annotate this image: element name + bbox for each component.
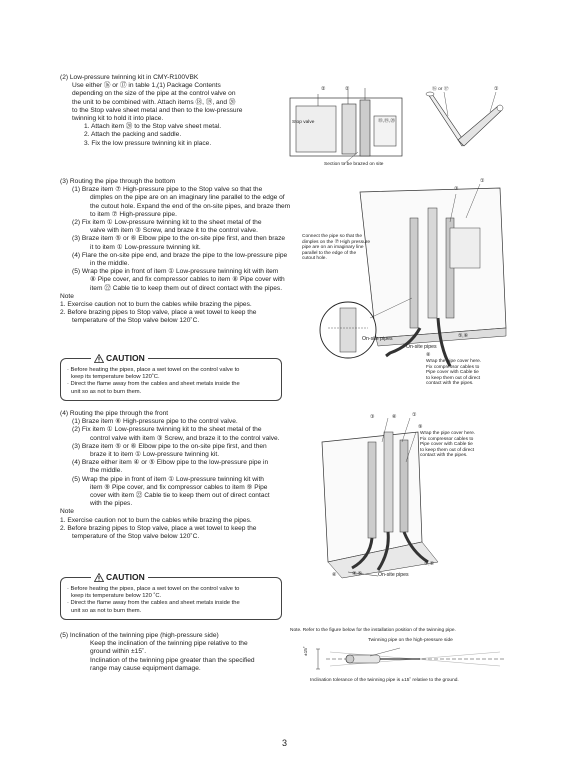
s3-caution-header bbox=[91, 353, 148, 363]
s2-label-section: Section to be brazed on site bbox=[324, 162, 384, 167]
s3-line: (4) Flare the on-site pipe end, and braze the pipe to the low-pressure pipe bbox=[72, 251, 288, 259]
s3-line: (2) Fix item ① Low-pressure twinning kit to the sheet metal of the bbox=[72, 219, 262, 227]
s4-caution-line: keep its temperature below 120 ˚C. bbox=[71, 593, 162, 600]
s3-wrap-line: to keep them out of direct bbox=[426, 375, 481, 381]
s4-marker-5: ⑤,⑥ bbox=[424, 562, 434, 567]
s4-line: control valve with item ③ Screw, and braze it to the control valve. bbox=[90, 434, 280, 442]
front-routing-drawing bbox=[318, 412, 514, 584]
s4-label-wrap bbox=[420, 431, 475, 459]
s2-line: twinning kit to hold it into place. bbox=[72, 115, 164, 123]
s2-marker-5: ① bbox=[494, 86, 499, 92]
s4-note: 1. Exercise caution not to burn the cables while brazing the pipes. bbox=[60, 516, 252, 524]
section-2-text bbox=[60, 74, 242, 148]
page-number: 3 bbox=[281, 738, 287, 748]
s3-caution-line: · Before heating the pipes, place a wet towel on the control valve to bbox=[67, 367, 240, 373]
s3-wrap-line: contact with the pipes. bbox=[426, 381, 474, 387]
s2-marker-3: ⑱,⑲,⑳ bbox=[378, 119, 396, 124]
s4-marker-4: ⑨ bbox=[418, 424, 423, 430]
s4-line: item ⑨ Pipe cover, and fix compressor cables to item ⑨ Pipe bbox=[90, 483, 268, 491]
s3-caution-line: · Direct the flame away from the cables and sheet metals inside the bbox=[67, 381, 240, 388]
section-4-text bbox=[60, 410, 280, 541]
section-3-text bbox=[60, 178, 290, 326]
s2-step: 2. Attach the packing and saddle. bbox=[84, 131, 182, 139]
s4-caution-line: unit so as not to burn them. bbox=[71, 607, 142, 614]
s3-wrap-line: Fix compressor cables to bbox=[426, 364, 480, 370]
s3-connect-line: dimples on the ⑦ High pressure bbox=[302, 239, 371, 245]
s5-line: ground within ±15˚. bbox=[90, 648, 147, 656]
s5-fig-angle: ±15˚ bbox=[304, 646, 309, 656]
s3-figure-bottom-routing bbox=[300, 178, 512, 398]
warning-triangle-icon bbox=[94, 354, 104, 363]
s3-caution-line: keep its temperature below 120˚C. bbox=[71, 374, 160, 381]
s2-marker-1: ② bbox=[321, 86, 326, 92]
s5-fig-caption: Inclination tolerance of the twinning pipe is ±15˚ relative to the ground. bbox=[310, 678, 459, 683]
s2-marker-4: ⑯ or ⑰ bbox=[432, 87, 449, 92]
s4-line: (3) Braze item ⑤ or ⑥ Elbow pipe to the on-site pipe first, and then bbox=[72, 442, 267, 450]
s2-label-stop-valve: Stop valve bbox=[292, 120, 315, 125]
s3-label-onsite-1: On-site pipes bbox=[362, 336, 393, 342]
s3-note-title: Note bbox=[60, 292, 74, 300]
twinning-kit-drawing bbox=[418, 86, 510, 158]
s5-fig-pipe-label: Twinning pipe on the high-pressure side bbox=[368, 638, 453, 643]
s4-wrap-line: Wrap the pipe cover here. bbox=[420, 431, 476, 436]
s5-fig-note: Note. Refer to the figure below for the installation position of the twinning pipe. bbox=[290, 628, 456, 633]
s4-heading: (4) Routing the pipe through the front bbox=[60, 410, 169, 417]
s4-caution-title: CAUTION bbox=[106, 572, 145, 582]
s3-connect-line: pipe are on an imaginary line bbox=[302, 245, 364, 251]
s4-line: (1) Braze item ⑥ High-pressure pipe to the control valve. bbox=[72, 418, 238, 426]
s3-connect-line: cutout hole. bbox=[302, 256, 327, 262]
s3-line: valve with item ③ Screw, and braze it to the control valve. bbox=[90, 227, 258, 235]
s3-heading: (3) Routing the pipe through the bottom bbox=[60, 178, 176, 185]
s4-note: temperature of the Stop valve below 120˚C. bbox=[72, 533, 200, 541]
s2-marker-2: ② bbox=[345, 86, 350, 92]
s4-line: (2) Fix item ① Low-pressure twinning kit to the sheet metal of the bbox=[72, 426, 262, 434]
s2-line: the unit to be combined with. Attach items ⑱, ⑲, and ⑳ bbox=[72, 98, 236, 106]
s3-line: (5) Wrap the pipe in front of item ① Low-pressure twinning kit with item bbox=[72, 268, 279, 276]
s3-caution-title: CAUTION bbox=[106, 353, 145, 363]
s4-line: (4) Braze either item ④ or ⑤ Elbow pipe to the low-pressure pipe in bbox=[72, 459, 269, 467]
s4-figure-front-routing bbox=[318, 412, 514, 584]
s4-wrap-line: Pipe cover with Cable tie bbox=[420, 442, 473, 448]
s3-line: to item ⑦ High-pressure pipe. bbox=[90, 210, 177, 218]
s3-line: in the middle. bbox=[90, 260, 130, 268]
s3-connect-line: parallel to the edge of the bbox=[302, 250, 357, 256]
s3-label-onsite-2: On-site pipes bbox=[406, 344, 437, 350]
s5-figure-inclination bbox=[290, 628, 522, 688]
s4-line: braze it to item ① Low-pressure twinning kit. bbox=[90, 451, 220, 459]
s2-line: depending on the size of the pipe at the control valve on bbox=[72, 90, 236, 98]
s4-caution-line: · Before heating the pipes, place a wet towel on the control valve to bbox=[67, 586, 240, 592]
s4-line: (5) Wrap the pipe in front of item ① Low-pressure twinning kit with bbox=[72, 475, 264, 483]
s4-note-title: Note bbox=[60, 508, 74, 516]
s2-figure-stop-valve bbox=[288, 86, 406, 166]
s3-label-wrap bbox=[426, 359, 481, 387]
s3-line: (3) Braze item ⑤ or ⑥ Elbow pipe to the on-site pipe first, and then braze bbox=[72, 235, 286, 243]
s5-line: range may cause equipment damage. bbox=[90, 664, 201, 672]
s3-connect-line: Connect the pipe so that the bbox=[302, 234, 363, 239]
s4-marker-1: ③ bbox=[370, 414, 375, 420]
s3-note: temperature of the Stop valve below 120˚C. bbox=[72, 317, 200, 325]
s2-line: to the Stop valve sheet metal and then to the low-pressure bbox=[72, 106, 243, 114]
s5-heading: (5) Inclination of the twinning pipe (high-pressure side) bbox=[60, 632, 219, 639]
s3-wrap-line: Pipe cover with Cable tie bbox=[426, 370, 479, 376]
s3-line: the cutout hole. Expand the end of the on-site pipes, and braze them bbox=[90, 202, 291, 210]
s3-line: (1) Braze item ⑦ High-pressure pipe to the Stop valve so that the bbox=[72, 186, 263, 194]
s3-caution-line: unit so as not to burn them. bbox=[71, 388, 142, 395]
s4-caution-line: · Direct the flame away from the cables and sheet metals inside the bbox=[67, 600, 240, 607]
s4-marker-7: ④,⑤ bbox=[352, 572, 362, 577]
s4-caution-box bbox=[60, 572, 282, 620]
s4-wrap-line: to keep them out of direct bbox=[420, 447, 475, 453]
s4-line: with the pipes. bbox=[90, 500, 133, 508]
s4-caution-header bbox=[91, 572, 148, 582]
s4-marker-2: ⑥ bbox=[392, 414, 397, 420]
s3-marker-1: ① bbox=[480, 178, 485, 184]
s5-line: Keep the inclination of the twinning pipe relative to the bbox=[90, 640, 248, 648]
s3-note: 2. Before brazing pipes to Stop valve, place a wet towel to keep the bbox=[60, 309, 257, 317]
stop-valve-drawing bbox=[288, 86, 406, 166]
section-5-text bbox=[60, 632, 255, 673]
s4-line: cover with item ㉒ Cable tie to keep them out of direct contact bbox=[90, 492, 270, 500]
s3-marker-8: ⑧ bbox=[426, 352, 431, 358]
s3-label-connect bbox=[302, 234, 370, 262]
s4-wrap-line: contact with the pipes. bbox=[420, 453, 468, 459]
s3-marker-2: ③ bbox=[454, 186, 459, 192]
s4-marker-6: ⑥ bbox=[332, 572, 337, 578]
s4-note: 2. Before brazing pipes to Stop valve, place a wet towel to keep the bbox=[60, 524, 257, 532]
s4-marker-3: ① bbox=[412, 412, 417, 418]
s2-step: 1. Attach item ⑳ to the Stop valve sheet metal. bbox=[84, 123, 222, 131]
s2-heading: (2) Low-pressure twinning kit in CMY-R100VBK bbox=[60, 74, 199, 81]
inclination-drawing bbox=[290, 644, 522, 674]
s3-marker-3: ⑤,⑥ bbox=[458, 334, 468, 339]
s2-step: 3. Fix the low pressure twinning kit in place. bbox=[84, 139, 212, 147]
s2-line: Use either ⑯ or ⑰ in table 1,(1) Package Contents bbox=[72, 82, 221, 90]
s3-caution-box bbox=[60, 353, 282, 401]
s2-figure-twinning-kit bbox=[418, 86, 510, 158]
s5-line: Inclination of the twinning pipe greater than the specified bbox=[90, 656, 255, 664]
s3-wrap-line: Wrap the pipe cover here. bbox=[426, 359, 482, 364]
s3-line: ⑧ Pipe cover, and fix compressor cables to item ⑧ Pipe cover with bbox=[90, 276, 285, 284]
warning-triangle-icon bbox=[94, 573, 104, 582]
s4-wrap-line: Fix compressor cables to bbox=[420, 436, 474, 442]
s3-line: dimples on the pipe are on an imaginary line parallel to the edge of bbox=[90, 194, 285, 202]
s3-note: 1. Exercise caution not to burn the cables while brazing the pipes. bbox=[60, 301, 252, 309]
s4-line: the middle. bbox=[90, 467, 123, 475]
s4-label-onsite: On-site pipes bbox=[378, 572, 409, 578]
s3-line: it to item ① Low-pressure twinning kit. bbox=[90, 243, 201, 251]
s3-line: item ㉒ Cable tie to keep them out of direct contact with the pipes. bbox=[90, 284, 283, 292]
